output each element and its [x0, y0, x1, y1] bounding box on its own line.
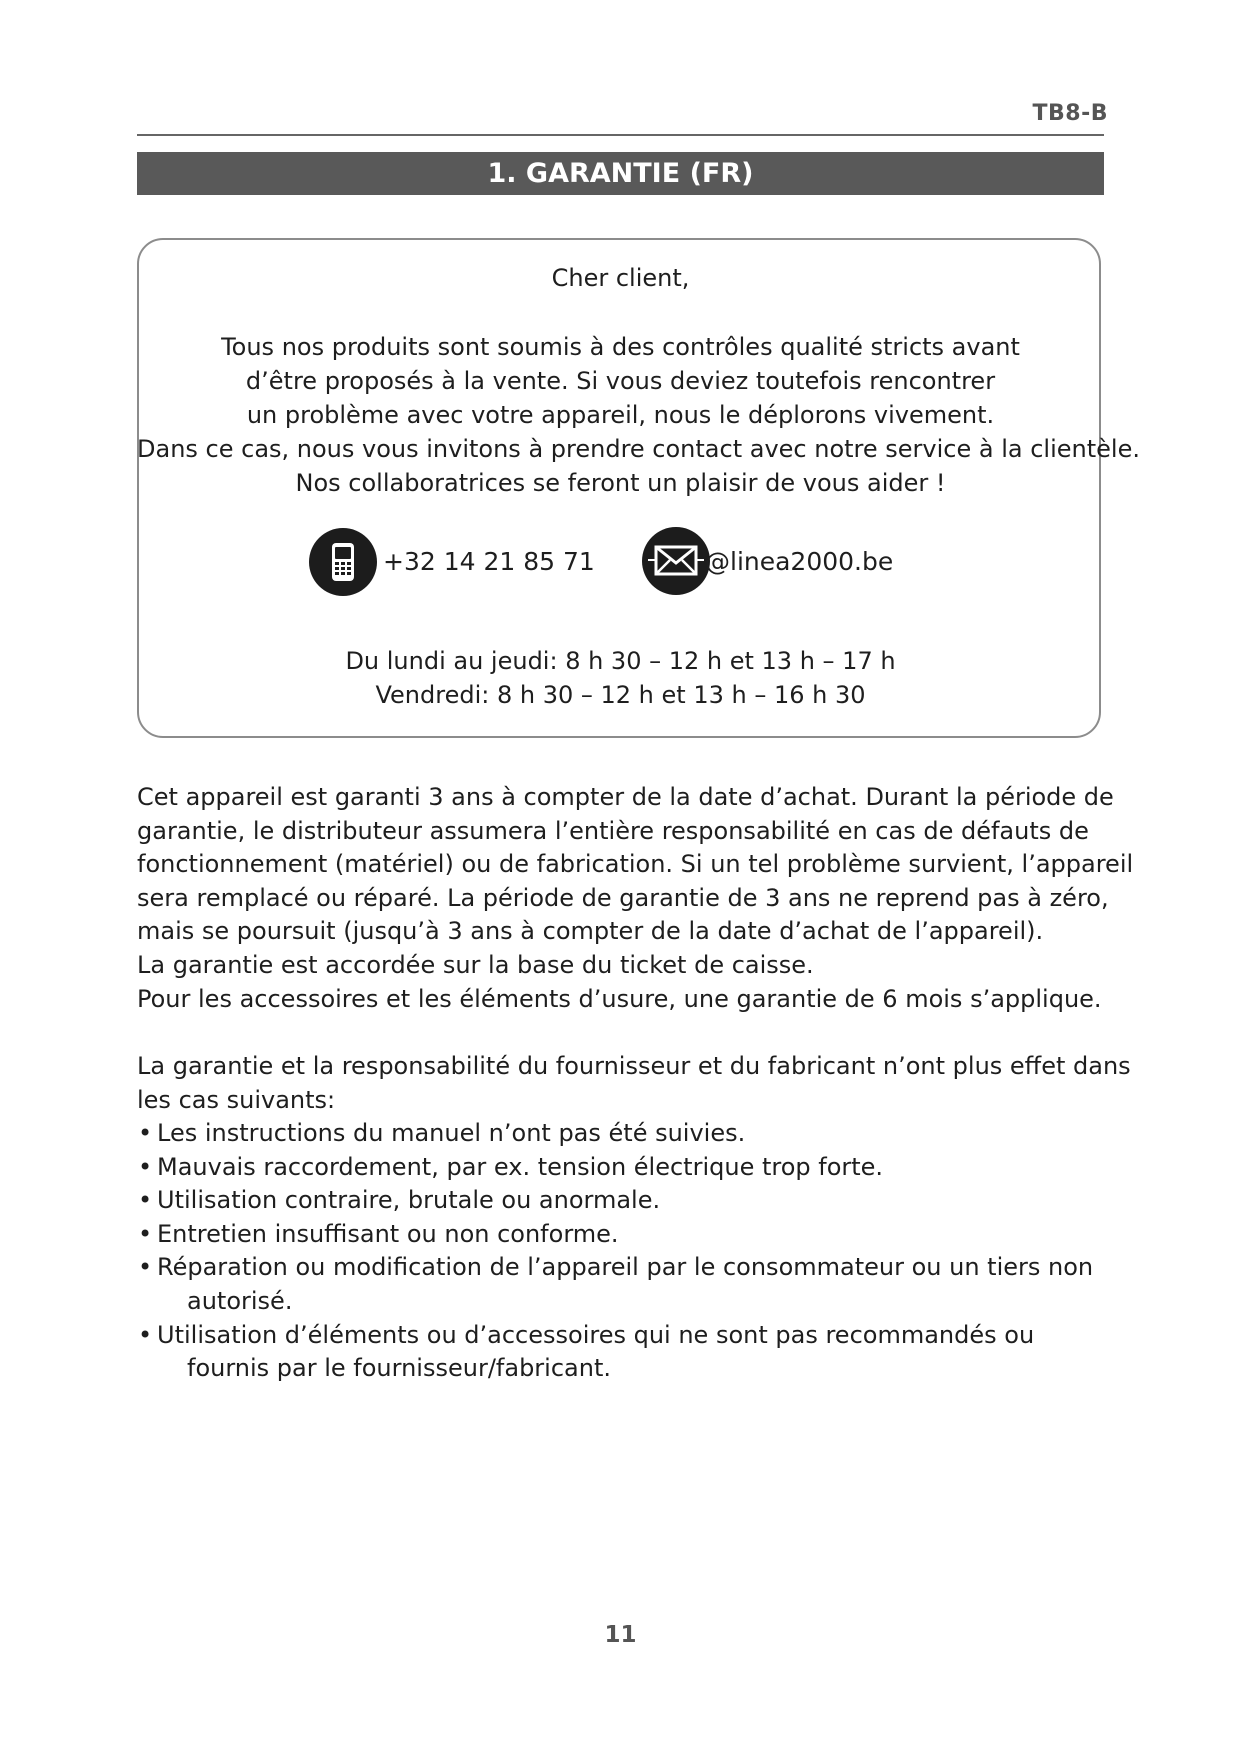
list-item-text: Mauvais raccordement, par ex. tension électrique trop forte.	[157, 1152, 884, 1181]
opening-hours	[137, 644, 1104, 712]
mail-icon	[642, 527, 710, 595]
bullet-icon: •	[138, 1320, 153, 1349]
list-item-text: Entretien insuffisant ou non conforme.	[157, 1219, 619, 1248]
intro-line: un problème avec votre appareil, nous le déplorons vivement.	[246, 401, 995, 429]
bullet-icon: •	[138, 1253, 153, 1282]
hours-line: Du lundi au jeudi: 8 h 30 – 12 h et 13 h – 17 h	[345, 647, 896, 675]
paragraph-line: sera remplacé ou réparé. La période de garantie de 3 ans ne reprend pas à zéro,	[137, 883, 1109, 912]
contact-row	[0, 527, 1241, 597]
list-item	[137, 1251, 1112, 1318]
list-item-text: Utilisation contraire, brutale ou anormale.	[157, 1186, 661, 1215]
paragraph-line: garantie, le distributeur assumera l’entière responsabilité en cas de défauts de	[137, 816, 1089, 845]
customer-service-intro	[137, 330, 1140, 500]
page-number: 11	[604, 1622, 637, 1648]
paragraph-line: les cas suivants:	[137, 1085, 336, 1114]
intro-line: Dans ce cas, nous vous invitons à prendre contact avec notre service à la clientèle.	[137, 435, 1140, 463]
exclusions-intro	[137, 1050, 1131, 1117]
list-item-text: fournis par le fournisseur/fabricant.	[187, 1354, 611, 1383]
warranty-paragraph	[137, 781, 1134, 1016]
list-item-text: Réparation ou modification de l’appareil par le consommateur ou un tiers non	[157, 1253, 1094, 1282]
list-item	[137, 1117, 1112, 1151]
email-address[interactable]: @linea2000.be	[705, 547, 894, 576]
list-item	[137, 1319, 1112, 1386]
bullet-icon: •	[138, 1219, 153, 1248]
intro-line: Nos collaboratrices se feront un plaisir de vous aider !	[295, 469, 946, 497]
paragraph-line: mais se poursuit (jusqu’à 3 ans à compter de la date d’achat de l’appareil).	[137, 917, 1044, 946]
list-item	[137, 1184, 1112, 1218]
paragraph-line: fonctionnement (matériel) ou de fabrication. Si un tel problème survient, l’appareil	[137, 850, 1134, 879]
bullet-icon: •	[138, 1186, 153, 1215]
list-item	[137, 1218, 1112, 1252]
paragraph-line: Pour les accessoires et les éléments d’usure, une garantie de 6 mois s’applique.	[137, 984, 1102, 1013]
intro-line: d’être proposés à la vente. Si vous deviez toutefois rencontrer	[245, 367, 996, 395]
list-item-text: autorisé.	[187, 1286, 293, 1315]
exclusions-list	[137, 1117, 1112, 1386]
paragraph-line: La garantie est accordée sur la base du ticket de caisse.	[137, 950, 814, 979]
bullet-icon: •	[138, 1152, 153, 1181]
phone-icon	[309, 528, 377, 596]
greeting: Cher client,	[551, 264, 690, 292]
list-item	[137, 1151, 1112, 1185]
phone-number[interactable]: +32 14 21 85 71	[383, 547, 595, 576]
model-code: TB8-B	[1032, 101, 1108, 126]
list-item-text: Les instructions du manuel n’ont pas été suivies.	[157, 1119, 746, 1147]
list-item-text: Utilisation d’éléments ou d’accessoires qui ne sont pas recommandés ou	[157, 1320, 1035, 1349]
paragraph-line: Cet appareil est garanti 3 ans à compter de la date d’achat. Durant la période de	[137, 783, 1114, 811]
bullet-icon: •	[138, 1119, 153, 1147]
header-rule	[137, 134, 1104, 136]
paragraph-line: La garantie et la responsabilité du fournisseur et du fabricant n’ont plus effet dans	[137, 1052, 1131, 1080]
hours-line: Vendredi: 8 h 30 – 12 h et 13 h – 16 h 30	[375, 681, 866, 709]
section-title: 1. GARANTIE (FR)	[137, 152, 1104, 195]
intro-line: Tous nos produits sont soumis à des contrôles qualité stricts avant	[221, 333, 1020, 361]
